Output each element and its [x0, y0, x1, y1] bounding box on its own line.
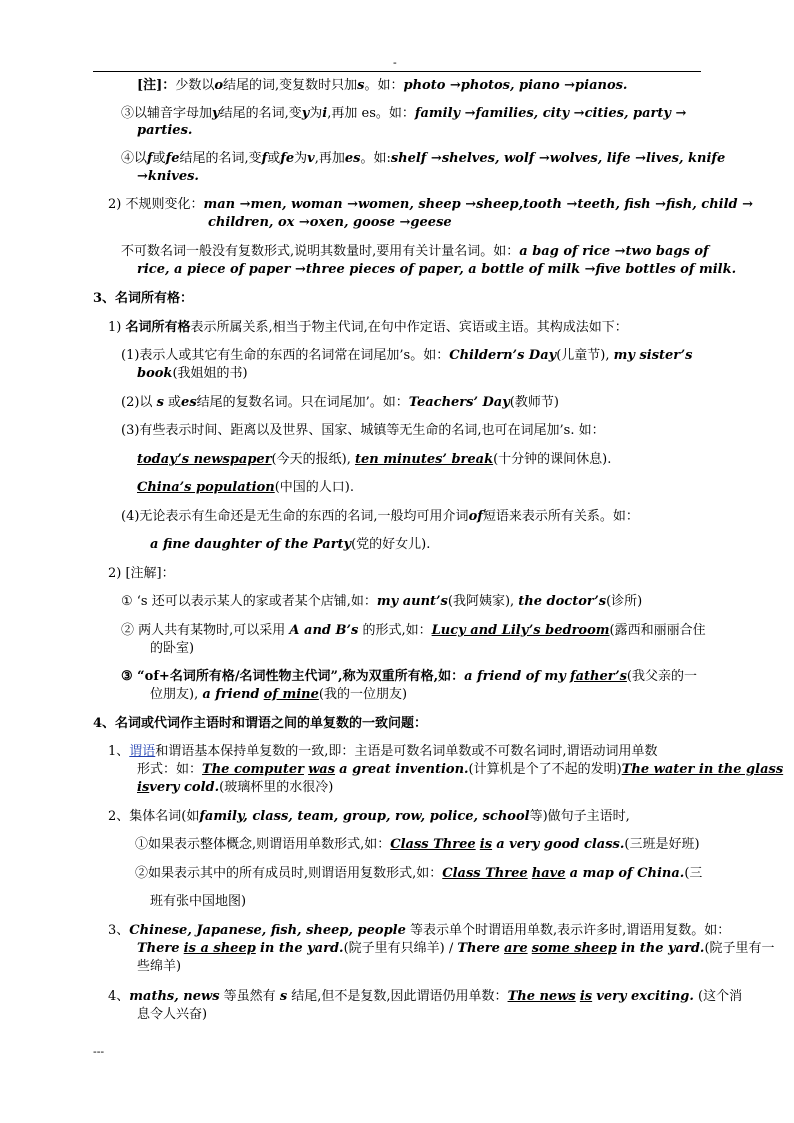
note-shop-home: ① ‘s 还可以表示某人的家或者某个店铺,如：my aunt’s(我阿姨家), the doctor’s(诊所) — [121, 594, 643, 609]
possessive-rule-1-cont: book(我姐姐的书) — [137, 366, 248, 381]
possessive-rule-4: (4)无论表示有生命还是无生命的东西的名词,一般均可用介词of短语来表示所有关系。如： — [121, 509, 639, 524]
section-3-heading: 3、名词所有格： — [93, 291, 194, 306]
possessive-example-of: a fine daughter of the Party(党的好女儿). — [150, 537, 431, 552]
header-mark: - — [393, 56, 397, 69]
agreement-rule-4: 4、maths, news 等虽然有 s 结尾,但不是复数,因此谓语仍用单数：The news is very exciting. (这个消 — [108, 989, 743, 1004]
rule-y-plural: ③以辅音字母加y结尾的名词,变y为i,再加 es。如：family →families, city →cities, party → — [121, 106, 687, 121]
agreement-rule-2-plural: ②如果表示其中的所有成员时,则谓语用复数形式,如：Class Three have a map of China.(三 — [135, 866, 703, 881]
uncountable-note-cont: rice, a piece of paper →three pieces of paper, a bottle of milk →five bottles of milk. — [137, 262, 737, 277]
note-shared-ownership-cont: 的卧室) — [150, 641, 195, 656]
rule-y-plural-cont: parties. — [137, 123, 193, 138]
irregular-plurals: 2) 不规则变化：man →men, woman →women, sheep →sheep,tooth →teeth, fish →fish, child → — [108, 197, 754, 212]
note-double-possessive: ③ “of+名词所有格/名词性物主代词”,称为双重所有格,如：a friend of my father’s(我父亲的一 — [121, 669, 697, 684]
possessive-rule-3: (3)有些表示时间、距离以及世界、国家、城镇等无生命的名词,也可在词尾加’s. 如： — [121, 423, 605, 438]
possessive-rule-2: (2)以 s 或es结尾的复数名词。只在词尾加’。如：Teachers’ Day(教师节) — [121, 395, 559, 410]
agreement-rule-1-example-cont: isvery cold.(玻璃杯里的水很冷) — [137, 780, 334, 795]
possessive-example-place: China’s population(中国的人口). — [137, 480, 354, 495]
rule-f-plural-cont: →knives. — [137, 169, 199, 184]
possessive-rule-1: (1)表示人或其它有生命的东西的名词常在词尾加’s。如：Childern’s Day(儿童节), my sister’s — [121, 348, 693, 363]
agreement-rule-3-example-cont: 些绵羊) — [137, 959, 182, 974]
possessive-example-time: today’s newspaper(今天的报纸), ten minutes’ break(十分钟的课间休息). — [137, 452, 612, 467]
possessive-definition: 1) 名词所有格表示所属关系,相当于物主代词,在句中作定语、宾语或主语。其构成法如下： — [108, 320, 628, 335]
agreement-rule-2-singular: ①如果表示整体概念,则谓语用单数形式,如：Class Three is a very good class.(三班是好班) — [135, 837, 700, 852]
note-shared-ownership: ② 两人共有某物时,可以采用 A and B’s 的形式,如：Lucy and Lily’s bedroom(露西和丽丽合住 — [121, 623, 706, 638]
note-double-possessive-cont: 位朋友), a friend of mine(我的一位朋友) — [150, 687, 408, 702]
agreement-rule-4-cont: 息令人兴奋) — [137, 1007, 208, 1022]
agreement-rule-2-plural-cont: 班有张中国地图) — [150, 894, 247, 909]
link-weiyu[interactable]: 谓语 — [129, 744, 156, 759]
footer-mark: --- — [93, 1045, 105, 1058]
agreement-rule-1: 1、谓语和谓语基本保持单复数的一致,即：主语是可数名词单数或不可数名词时,谓语动词用单数 — [108, 744, 658, 759]
note-o-plural: [注]：少数以o结尾的词,变复数时只加s。如：photo →photos, piano →pianos. — [137, 78, 628, 93]
agreement-rule-3-example: There is a sheep in the yard.(院子里有只绵羊) / There are some sheep in the yard.(院子里有一 — [137, 941, 775, 956]
uncountable-note: 不可数名词一般没有复数形式,说明其数量时,要用有关计量名词。如：a bag of rice →two bags of — [121, 244, 709, 259]
agreement-rule-3: 3、Chinese, Japanese, fish, sheep, people 等表示单个时谓语用单数,表示许多时,谓语用复数。如： — [108, 923, 731, 938]
notes-heading: 2) [注解]： — [108, 566, 175, 581]
section-4-heading: 4、名词或代词作主语时和谓语之间的单复数的一致问题： — [93, 716, 428, 731]
header-rule — [93, 71, 701, 72]
agreement-rule-1-example: 形式：如：The computer was a great invention.(计算机是个了不起的发明)The water in the glass — [137, 762, 784, 777]
irregular-plurals-cont: children, ox →oxen, goose →geese — [208, 215, 452, 230]
agreement-rule-2: 2、集体名词(如family, class, team, group, row, police, school等)做句子主语时, — [108, 809, 630, 824]
rule-f-plural: ④以f或fe结尾的名词,变f或fe为v,再加es。如:shelf →shelves, wolf →wolves, life →lives, knife — [121, 151, 726, 166]
